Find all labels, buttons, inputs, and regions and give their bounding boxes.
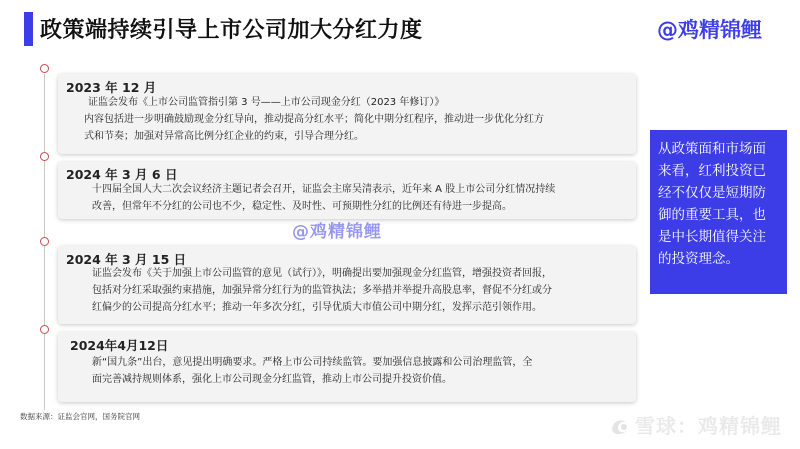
card-date: 2023 年 12 月 xyxy=(66,80,157,95)
timeline-card-2023-12 xyxy=(58,74,636,154)
card-text-line: 式和节奏；加强对异常高比例分红企业的约束，引导合理分红。 xyxy=(84,131,364,142)
card-text-line: 面完善减持规则体系，强化上市公司现金分红监管，推动上市公司提升投资价值。 xyxy=(92,374,452,385)
card-text-line: 改善，但常年不分红的公司也不少，稳定性、及时性、可预期性分红的比例还有待进一步提高。 xyxy=(92,201,512,212)
card-date: 2024年4月12日 xyxy=(70,338,169,353)
callout-line: 从政策面和市场面 xyxy=(658,141,766,157)
timeline-dot-1 xyxy=(40,152,49,161)
card-body xyxy=(92,181,630,215)
timeline-dot-2 xyxy=(40,237,49,246)
timeline-dot-3 xyxy=(40,325,49,334)
page-title: 政策端持续引导上市公司加大分红力度 xyxy=(40,18,423,43)
snowball-icon xyxy=(609,416,631,436)
callout-line: 来看，红利投资已 xyxy=(658,163,766,179)
card-text-line: 证监会发布《关于加强上市公司监管的意见（试行）》，明确提出要加强现金分红监管，增强投资者回报， xyxy=(92,268,552,279)
summary-callout xyxy=(650,130,787,294)
timeline-dot-top xyxy=(40,64,49,73)
timeline-card-2024-03-06 xyxy=(58,162,636,219)
callout-line: 是中长期值得关注 xyxy=(658,229,766,245)
card-text-line: 包括对分红采取强约束措施，加强异常分红行为的监管执法；多举措并举提升高股息率，督促不分红或分 xyxy=(92,285,552,296)
card-text-line: 十四届全国人大二次会议经济主题记者会召开，证监会主席吴清表示，近年来 A 股上市公司分红情况持续 xyxy=(92,184,556,195)
callout-line: 御的重要工具，也 xyxy=(658,207,766,223)
footer-watermark-text: 雪球：鸡精锦鲤 xyxy=(635,414,782,438)
center-watermark: @鸡精锦鲤 xyxy=(292,222,382,242)
card-text-line: 红偏少的公司提高分红水平；推动一年多次分红，引导优质大市值公司中期分红，发挥示范引领作用。 xyxy=(92,302,542,313)
timeline-card-2024-03-15 xyxy=(58,246,636,324)
timeline-card-2024-04-12 xyxy=(58,332,636,402)
card-body xyxy=(92,265,630,316)
footer-watermark xyxy=(609,410,782,439)
card-text-line: 证监会发布《上市公司监管指引第 3 号——上市公司现金分红（2023 年修订）》 xyxy=(88,97,445,108)
header-watermark: @鸡精锦鲤 xyxy=(657,18,762,42)
card-body xyxy=(84,94,630,145)
callout-line: 经不仅仅是短期防 xyxy=(658,185,766,201)
card-date: 2024 年 3 月 15 日 xyxy=(66,252,187,267)
card-date: 2024 年 3 月 6 日 xyxy=(66,167,178,182)
callout-line: 的投资理念。 xyxy=(658,251,739,267)
card-body xyxy=(92,354,630,388)
card-text-line: 内容包括进一步明确鼓励现金分红导向，推动提高分红水平；简化中期分红程序，推动进一步优化分红方 xyxy=(84,114,544,125)
data-source-note: 数据来源：证监会官网，国务院官网 xyxy=(20,412,140,421)
card-text-line: 新“国九条”出台，意见提出明确要求。严格上市公司持续监管。要加强信息披露和公司治理监管，全 xyxy=(92,357,533,368)
title-accent-bar xyxy=(24,12,33,46)
